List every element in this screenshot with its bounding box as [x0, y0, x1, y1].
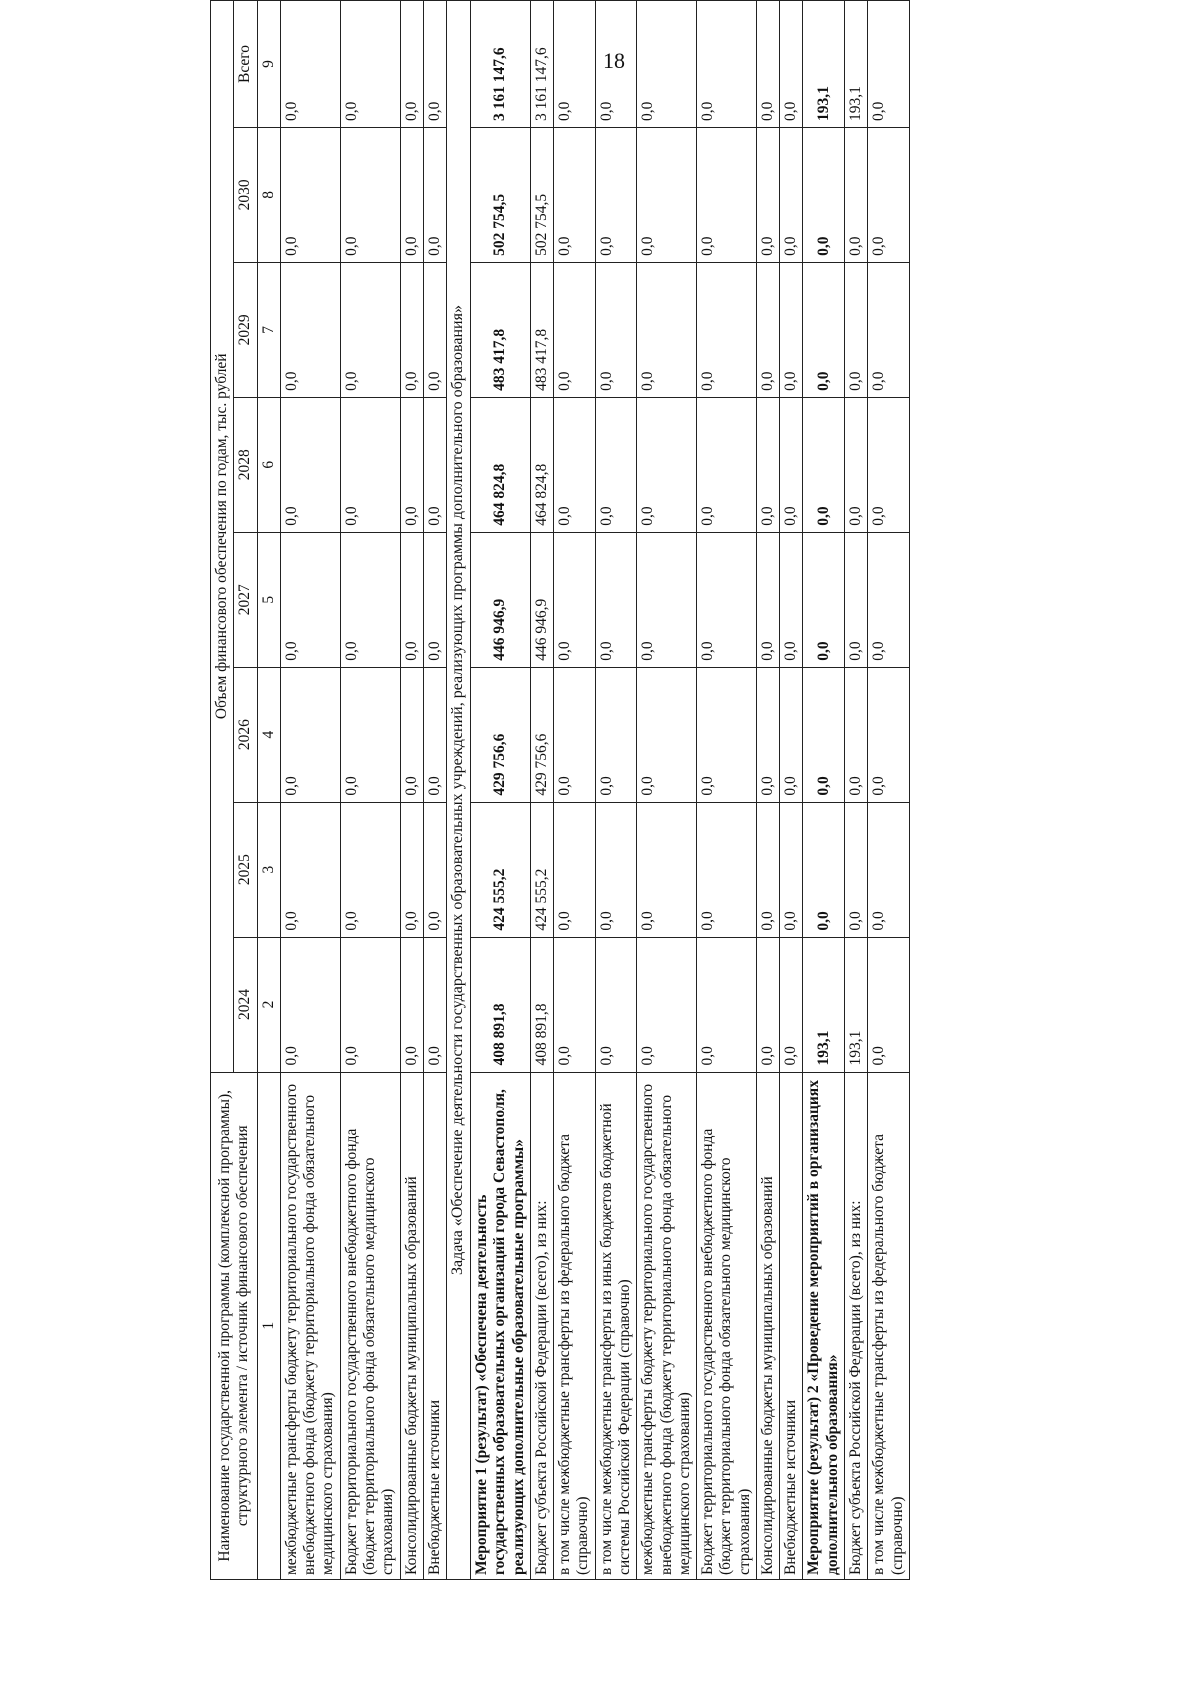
row-value: 0,0	[868, 397, 910, 532]
row-value: 464 824,8	[470, 397, 530, 532]
header-volume: Объем финансового обеспечения по годам, тыс. рублей	[211, 1, 234, 1073]
row-value: 0,0	[637, 127, 697, 262]
row-value: 0,0	[756, 667, 779, 802]
row-label: Бюджет субъекта Российской Федерации (всего), из них:	[530, 1072, 553, 1579]
row-label: в том числе межбюджетные трансферты из иных бюджетов бюджетной системы Российской Федерации (справочно)	[595, 1072, 637, 1579]
row-value: 0,0	[595, 127, 637, 262]
row-value: 0,0	[780, 262, 803, 397]
row-value: 0,0	[400, 667, 423, 802]
row-label: межбюджетные трансферты бюджету территориального государственного внебюджетного фонда (бюджету территориального фонда обязательного медицинского страхования)	[637, 1072, 697, 1579]
row-value: 0,0	[554, 127, 596, 262]
financing-table	[210, 0, 910, 1580]
row-value: 0,0	[637, 1, 697, 128]
header-year: 2028	[234, 397, 257, 532]
row-value: 0,0	[554, 937, 596, 1072]
row-value: 0,0	[780, 532, 803, 667]
row-value: 193,1	[845, 1, 868, 128]
header-year: 2025	[234, 802, 257, 937]
table-body	[280, 1, 909, 1580]
row-value: 0,0	[595, 532, 637, 667]
row-value: 0,0	[340, 127, 400, 262]
header-column-number: 5	[257, 532, 280, 667]
row-label: Мероприятие 1 (результат) «Обеспечена деятельность государственных образовательных организаций города Севастополя, реализующих дополнительные образовательные программы»	[470, 1072, 530, 1579]
header-column-number: 6	[257, 397, 280, 532]
row-value: 0,0	[637, 802, 697, 937]
row-value: 0,0	[756, 1, 779, 128]
row-value: 0,0	[554, 667, 596, 802]
row-value: 0,0	[340, 667, 400, 802]
row-value: 0,0	[845, 127, 868, 262]
table-row	[803, 1, 845, 1580]
table-row	[554, 1, 596, 1580]
row-value: 0,0	[423, 667, 446, 802]
row-value: 0,0	[868, 802, 910, 937]
row-value: 0,0	[595, 1, 637, 128]
row-value: 0,0	[554, 532, 596, 667]
row-value: 0,0	[595, 937, 637, 1072]
row-value: 0,0	[280, 802, 340, 937]
row-value: 0,0	[554, 802, 596, 937]
table-row	[845, 1, 868, 1580]
row-value: 0,0	[756, 937, 779, 1072]
row-value: 0,0	[400, 1, 423, 128]
task-row	[447, 1, 471, 1580]
table-row	[595, 1, 637, 1580]
row-value: 0,0	[756, 262, 779, 397]
row-label: Консолидированные бюджеты муниципальных образований	[400, 1072, 423, 1579]
header-column-number: 3	[257, 802, 280, 937]
table-row	[470, 1, 530, 1580]
table-row	[340, 1, 400, 1580]
row-value: 0,0	[637, 397, 697, 532]
row-value: 483 417,8	[530, 262, 553, 397]
row-value: 0,0	[803, 262, 845, 397]
row-value: 0,0	[400, 127, 423, 262]
table-row	[400, 1, 423, 1580]
row-value: 0,0	[868, 262, 910, 397]
row-value: 446 946,9	[470, 532, 530, 667]
row-value: 0,0	[756, 397, 779, 532]
page-number: 18	[603, 48, 625, 73]
row-value: 0,0	[780, 937, 803, 1072]
row-value: 408 891,8	[470, 937, 530, 1072]
row-value: 0,0	[400, 397, 423, 532]
row-value: 0,0	[803, 667, 845, 802]
row-value: 0,0	[845, 532, 868, 667]
row-label: межбюджетные трансферты бюджету территориального государственного внебюджетного фонда (бюджету территориального фонда обязательного медицинского страхования)	[280, 1072, 340, 1579]
table-row	[868, 1, 910, 1580]
row-value: 0,0	[868, 532, 910, 667]
row-value: 0,0	[595, 667, 637, 802]
row-value: 193,1	[803, 1, 845, 128]
row-value: 0,0	[423, 397, 446, 532]
row-label: Бюджет территориального государственного внебюджетного фонда (бюджет территориального фонда обязательного медицинского страхования)	[340, 1072, 400, 1579]
row-value: 0,0	[400, 802, 423, 937]
row-value: 0,0	[780, 127, 803, 262]
row-value: 0,0	[697, 802, 757, 937]
header-year: 2029	[234, 262, 257, 397]
row-value: 0,0	[803, 802, 845, 937]
row-value: 0,0	[280, 937, 340, 1072]
row-value: 0,0	[554, 1, 596, 128]
row-value: 0,0	[423, 937, 446, 1072]
row-value: 483 417,8	[470, 262, 530, 397]
table-row	[697, 1, 757, 1580]
row-value: 0,0	[637, 532, 697, 667]
row-value: 0,0	[780, 667, 803, 802]
row-value: 0,0	[756, 802, 779, 937]
row-value: 0,0	[423, 127, 446, 262]
row-value: 0,0	[803, 397, 845, 532]
header-numbers-row	[257, 1, 280, 1580]
row-value: 429 756,6	[530, 667, 553, 802]
row-label: в том числе межбюджетные трансферты из федерального бюджета (справочно)	[554, 1072, 596, 1579]
row-value: 0,0	[697, 397, 757, 532]
row-value: 0,0	[845, 802, 868, 937]
row-value: 0,0	[595, 262, 637, 397]
row-value: 0,0	[697, 1, 757, 128]
row-value: 0,0	[780, 802, 803, 937]
row-value: 0,0	[845, 397, 868, 532]
task-cell: Задача «Обеспечение деятельности государственных образовательных учреждений, реализующих программы дополнительного образования»	[447, 1, 471, 1580]
table-row	[423, 1, 446, 1580]
row-value: 0,0	[595, 397, 637, 532]
row-label: Консолидированные бюджеты муниципальных образований	[756, 1072, 779, 1579]
header-year: 2026	[234, 667, 257, 802]
row-value: 0,0	[845, 262, 868, 397]
row-label: Бюджет субъекта Российской Федерации (всего), из них:	[845, 1072, 868, 1579]
header-column-number: 1	[257, 1072, 280, 1579]
row-value: 0,0	[803, 127, 845, 262]
row-value: 0,0	[340, 802, 400, 937]
row-value: 0,0	[697, 127, 757, 262]
table-row	[780, 1, 803, 1580]
row-value: 0,0	[423, 802, 446, 937]
row-value: 0,0	[340, 397, 400, 532]
row-label: в том числе межбюджетные трансферты из федерального бюджета (справочно)	[868, 1072, 910, 1579]
row-value: 0,0	[340, 262, 400, 397]
row-value: 0,0	[868, 667, 910, 802]
row-value: 0,0	[340, 1, 400, 128]
row-value: 193,1	[803, 937, 845, 1072]
header-name: Наименование государственной программы (комплексной программы), структурного элемента / источник финансового обеспечения	[211, 1072, 258, 1579]
row-value: 502 754,5	[530, 127, 553, 262]
row-value: 0,0	[280, 532, 340, 667]
rotated-table-container	[210, 0, 1110, 1580]
row-value: 429 756,6	[470, 667, 530, 802]
header-column-number: 8	[257, 127, 280, 262]
row-value: 0,0	[280, 667, 340, 802]
row-value: 0,0	[637, 667, 697, 802]
row-value: 446 946,9	[530, 532, 553, 667]
row-value: 0,0	[400, 532, 423, 667]
row-value: 502 754,5	[470, 127, 530, 262]
header-column-number: 2	[257, 937, 280, 1072]
row-value: 0,0	[595, 802, 637, 937]
row-label: Мероприятие (результат) 2 «Проведение мероприятий в организациях дополнительного образования»	[803, 1072, 845, 1579]
row-label: Бюджет территориального государственного внебюджетного фонда (бюджет территориального фонда обязательного медицинского страхования)	[697, 1072, 757, 1579]
row-value: 0,0	[697, 937, 757, 1072]
row-value: 0,0	[697, 532, 757, 667]
row-value: 0,0	[423, 262, 446, 397]
row-value: 0,0	[845, 667, 868, 802]
row-value: 0,0	[400, 937, 423, 1072]
row-value: 464 824,8	[530, 397, 553, 532]
table-header	[211, 1, 281, 1580]
header-year: 2027	[234, 532, 257, 667]
table-row	[530, 1, 553, 1580]
table-row	[756, 1, 779, 1580]
row-value: 0,0	[280, 397, 340, 532]
header-column-number: 4	[257, 667, 280, 802]
header-year: 2024	[234, 937, 257, 1072]
row-value: 3 161 147,6	[530, 1, 553, 128]
row-label: Внебюджетные источники	[780, 1072, 803, 1579]
row-value: 424 555,2	[530, 802, 553, 937]
row-value: 0,0	[554, 397, 596, 532]
row-value: 0,0	[756, 532, 779, 667]
row-value: 0,0	[780, 1, 803, 128]
row-value: 0,0	[637, 937, 697, 1072]
row-value: 0,0	[280, 127, 340, 262]
row-value: 424 555,2	[470, 802, 530, 937]
row-value: 0,0	[423, 1, 446, 128]
row-value: 0,0	[280, 262, 340, 397]
row-value: 0,0	[697, 262, 757, 397]
row-value: 0,0	[803, 532, 845, 667]
row-value: 0,0	[340, 532, 400, 667]
row-value: 0,0	[637, 262, 697, 397]
row-value: 0,0	[868, 127, 910, 262]
row-value: 0,0	[280, 1, 340, 128]
row-value: 408 891,8	[530, 937, 553, 1072]
row-value: 0,0	[423, 532, 446, 667]
row-value: 0,0	[756, 127, 779, 262]
row-value: 0,0	[340, 937, 400, 1072]
row-value: 3 161 147,6	[470, 1, 530, 128]
row-value: 0,0	[400, 262, 423, 397]
row-value: 0,0	[868, 937, 910, 1072]
table-row	[637, 1, 697, 1580]
header-column-number: 9	[257, 1, 280, 128]
header-year: Всего	[234, 1, 257, 128]
row-value: 0,0	[780, 397, 803, 532]
row-label: Внебюджетные источники	[423, 1072, 446, 1579]
header-year: 2030	[234, 127, 257, 262]
table-row	[280, 1, 340, 1580]
row-value: 0,0	[554, 262, 596, 397]
row-value: 0,0	[697, 667, 757, 802]
header-column-number: 7	[257, 262, 280, 397]
row-value: 0,0	[868, 1, 910, 128]
row-value: 193,1	[845, 937, 868, 1072]
